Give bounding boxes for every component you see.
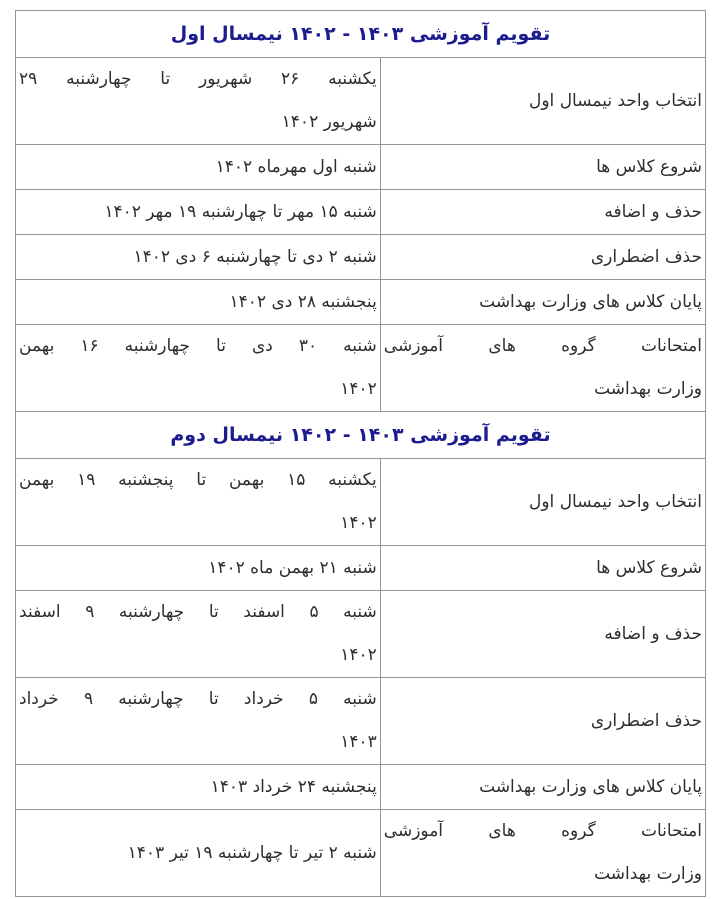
text-line: شروع کلاس ها — [596, 156, 702, 177]
text-line: یکشنبه ۲۶ شهریور تا چهارشنبه ۲۹ — [19, 69, 377, 89]
text-line: یکشنبه ۱۵ بهمن تا پنجشنبه ۱۹ بهمن — [19, 470, 377, 490]
text-line: شنبه اول مهرماه ۱۴۰۲ — [215, 156, 377, 177]
text-line: حذف و اضافه — [604, 623, 702, 644]
academic-calendar-table — [15, 10, 706, 897]
row-label-cell — [380, 810, 705, 896]
row-label-cell — [380, 546, 705, 590]
row-label-cell — [380, 145, 705, 189]
row-value-cell — [16, 591, 380, 677]
calendar-row — [16, 324, 705, 411]
calendar-row — [16, 189, 705, 234]
row-label-cell — [380, 190, 705, 234]
text-line: وزارت بهداشت — [594, 379, 702, 399]
text-line: شنبه ۲ دی تا چهارشنبه ۶ دی ۱۴۰۲ — [133, 246, 377, 267]
row-label-cell — [380, 280, 705, 324]
section-header — [16, 411, 705, 458]
row-value-cell — [16, 546, 380, 590]
calendar-row — [16, 809, 705, 896]
text-line: شروع کلاس ها — [596, 557, 702, 578]
calendar-row — [16, 458, 705, 545]
text-line: انتخاب واحد نیمسال اول — [529, 90, 702, 111]
text-line: شهریور ۱۴۰۲ — [281, 112, 377, 132]
row-label-cell — [380, 678, 705, 764]
calendar-row — [16, 764, 705, 809]
row-label-cell — [380, 765, 705, 809]
text-line: پنجشنبه ۲۴ خرداد ۱۴۰۳ — [210, 776, 377, 797]
text-line: شنبه ۲۱ بهمن ماه ۱۴۰۲ — [208, 557, 377, 578]
row-label-cell — [380, 591, 705, 677]
calendar-row — [16, 144, 705, 189]
row-label-cell — [380, 325, 705, 411]
row-value-cell — [16, 325, 380, 411]
section-title: تقویم آموزشی ۱۴۰۳ - ۱۴۰۲ نیمسال اول — [170, 23, 551, 45]
calendar-row — [16, 590, 705, 677]
text-line: حذف اضطراری — [590, 246, 702, 267]
row-value-cell — [16, 280, 380, 324]
section-title: تقویم آموزشی ۱۴۰۳ - ۱۴۰۲ نیمسال دوم — [170, 424, 551, 446]
row-value-cell — [16, 58, 380, 144]
text-line: حذف و اضافه — [604, 201, 702, 222]
row-value-cell — [16, 145, 380, 189]
text-line: ۱۴۰۲ — [340, 379, 377, 399]
text-line: حذف اضطراری — [590, 710, 702, 731]
text-line: امتحانات گروه های آموزشی — [383, 336, 702, 356]
row-value-cell — [16, 190, 380, 234]
text-line: انتخاب واحد نیمسال اول — [529, 491, 702, 512]
text-line: امتحانات گروه های آموزشی — [383, 821, 702, 841]
text-line: ۱۴۰۲ — [340, 645, 377, 665]
text-line: شنبه ۵ خرداد تا چهارشنبه ۹ خرداد — [19, 689, 377, 709]
row-value-cell — [16, 459, 380, 545]
row-label-cell — [380, 235, 705, 279]
section-header — [16, 11, 705, 57]
row-label-cell — [380, 459, 705, 545]
text-line: پایان کلاس های وزارت بهداشت — [479, 291, 702, 312]
row-value-cell — [16, 810, 380, 896]
calendar-row — [16, 234, 705, 279]
row-value-cell — [16, 765, 380, 809]
text-line: شنبه ۲ تیر تا چهارشنبه ۱۹ تیر ۱۴۰۳ — [127, 842, 377, 863]
text-line: وزارت بهداشت — [594, 864, 702, 884]
calendar-row — [16, 279, 705, 324]
text-line: پنجشنبه ۲۸ دی ۱۴۰۲ — [229, 291, 377, 312]
calendar-row — [16, 677, 705, 764]
row-value-cell — [16, 235, 380, 279]
text-line: شنبه ۵ اسفند تا چهارشنبه ۹ اسفند — [19, 602, 377, 622]
text-line: شنبه ۳۰ دی تا چهارشنبه ۱۶ بهمن — [19, 336, 377, 356]
text-line: شنبه ۱۵ مهر تا چهارشنبه ۱۹ مهر ۱۴۰۲ — [104, 201, 377, 222]
text-line: ۱۴۰۲ — [340, 513, 377, 533]
row-label-cell — [380, 58, 705, 144]
calendar-row — [16, 545, 705, 590]
calendar-row — [16, 57, 705, 144]
row-value-cell — [16, 678, 380, 764]
text-line: ۱۴۰۳ — [340, 732, 377, 752]
text-line: پایان کلاس های وزارت بهداشت — [479, 776, 702, 797]
